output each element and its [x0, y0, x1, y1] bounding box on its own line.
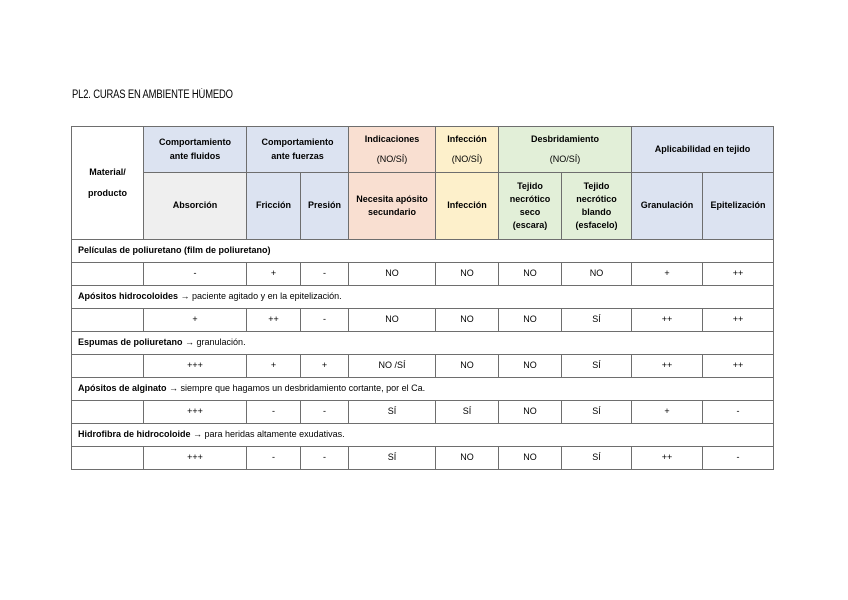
value-seco: NO [499, 263, 562, 286]
section-name: Apósitos hidrocoloides [78, 291, 179, 302]
value-blando: SÍ [562, 447, 632, 470]
dressings-table [71, 126, 774, 470]
section-row [72, 286, 774, 309]
value-necesita: NO [349, 309, 436, 332]
seco-line3: seco [519, 207, 541, 217]
section-note: → para heridas altamente exudativas. [190, 429, 345, 440]
value-granulacion: ++ [632, 309, 703, 332]
value-infeccion: NO [436, 263, 499, 286]
value-absorcion: +++ [144, 355, 247, 378]
value-friccion: + [247, 355, 301, 378]
header-desbridamiento [499, 127, 632, 173]
value-infeccion: SÍ [436, 401, 499, 424]
seco-line1: Tejido [517, 180, 543, 191]
section-name: Apósitos de alginato [78, 383, 167, 394]
header-material [72, 127, 144, 240]
value-absorcion: + [144, 309, 247, 332]
value-granulacion: ++ [632, 447, 703, 470]
header-aplicabilidad: Aplicabilidad en tejido [632, 127, 774, 173]
value-presion: + [301, 355, 349, 378]
header-infeccion2: Infección [436, 173, 499, 240]
table-row [72, 401, 774, 424]
section-name: Películas de poliuretano (film de poliuretano) [78, 245, 271, 256]
header-indicaciones-label: Indicaciones [364, 134, 420, 145]
table-row [72, 309, 774, 332]
material-cell [72, 263, 144, 286]
header-fuerzas-label: Comportamiento ante fuerzas [261, 137, 334, 161]
value-presion: - [301, 263, 349, 286]
header-absorcion: Absorción [144, 173, 247, 240]
table-row [72, 447, 774, 470]
value-absorcion: +++ [144, 401, 247, 424]
header-fuerzas [247, 127, 349, 173]
section-name: Hidrofibra de hidrocoloide [78, 429, 191, 440]
header-tejido-seco [499, 173, 562, 240]
header-friccion: Fricción [247, 173, 301, 240]
value-epitelizacion: ++ [703, 309, 774, 332]
value-friccion: - [247, 401, 301, 424]
section-note: → paciente agitado y en la epitelización. [178, 291, 342, 302]
blando-line1: Tejido [583, 180, 610, 191]
blando-line4: (esfacelo) [575, 220, 618, 231]
section-note: → siempre que hagamos un desbridamiento cortante, por el Ca. [166, 383, 426, 394]
value-epitelizacion: - [703, 447, 774, 470]
value-friccion: + [247, 263, 301, 286]
header-fluidos [144, 127, 247, 173]
value-epitelizacion: ++ [703, 263, 774, 286]
value-necesita: SÍ [349, 401, 436, 424]
section-name: Espumas de poliuretano [78, 337, 183, 348]
value-seco: NO [499, 309, 562, 332]
section-row [72, 378, 774, 401]
header-tejido-blando [562, 173, 632, 240]
material-cell [72, 309, 144, 332]
value-blando: SÍ [562, 355, 632, 378]
value-necesita: NO [349, 263, 436, 286]
material-cell [72, 447, 144, 470]
section-row [72, 240, 774, 263]
value-absorcion: - [144, 263, 247, 286]
header-desbridamiento-sub: (NO/SÍ) [549, 153, 581, 164]
value-epitelizacion: ++ [703, 355, 774, 378]
value-seco: NO [499, 401, 562, 424]
material-cell [72, 355, 144, 378]
header-infeccion-label: Infección [447, 134, 487, 145]
value-blando: SÍ [562, 309, 632, 332]
seco-line4: (escara) [512, 220, 548, 231]
header-infeccion [436, 127, 499, 173]
value-granulacion: ++ [632, 355, 703, 378]
header-epitelizacion: Epitelización [703, 173, 774, 240]
value-infeccion: NO [436, 309, 499, 332]
table-row [72, 355, 774, 378]
value-presion: - [301, 309, 349, 332]
section-row [72, 332, 774, 355]
value-blando: SÍ [562, 401, 632, 424]
header-presion: Presión [301, 173, 349, 240]
value-friccion: ++ [247, 309, 301, 332]
value-necesita: SÍ [349, 447, 436, 470]
material-cell [72, 401, 144, 424]
value-seco: NO [499, 447, 562, 470]
value-necesita: NO /SÍ [349, 355, 436, 378]
value-infeccion: NO [436, 355, 499, 378]
header-indicaciones-sub: (NO/SÍ) [376, 153, 408, 164]
value-absorcion: +++ [144, 447, 247, 470]
value-presion: - [301, 401, 349, 424]
header-necesita: Necesita apósito secundario [349, 173, 436, 240]
header-fluidos-label: Comportamiento ante fluidos [159, 137, 231, 161]
seco-line2: necrótico [509, 193, 551, 204]
section-row [72, 424, 774, 447]
value-epitelizacion: - [703, 401, 774, 424]
value-granulacion: + [632, 401, 703, 424]
value-presion: - [301, 447, 349, 470]
section-note: → granulación. [182, 337, 246, 348]
header-material-line2: producto [88, 188, 127, 198]
value-infeccion: NO [436, 447, 499, 470]
value-blando: NO [562, 263, 632, 286]
header-infeccion-sub: (NO/SÍ) [451, 153, 483, 164]
header-material-line1: Material/ [89, 166, 126, 177]
header-indicaciones [349, 127, 436, 173]
page-title: PL2. CURAS EN AMBIENTE HÚMEDO [72, 89, 233, 101]
blando-line3: blando [581, 207, 612, 217]
header-granulacion: Granulación [632, 173, 703, 240]
value-granulacion: + [632, 263, 703, 286]
blando-line2: necrótico [576, 193, 617, 204]
value-friccion: - [247, 447, 301, 470]
table-row [72, 263, 774, 286]
header-desbridamiento-label: Desbridamiento [530, 134, 599, 145]
value-seco: NO [499, 355, 562, 378]
